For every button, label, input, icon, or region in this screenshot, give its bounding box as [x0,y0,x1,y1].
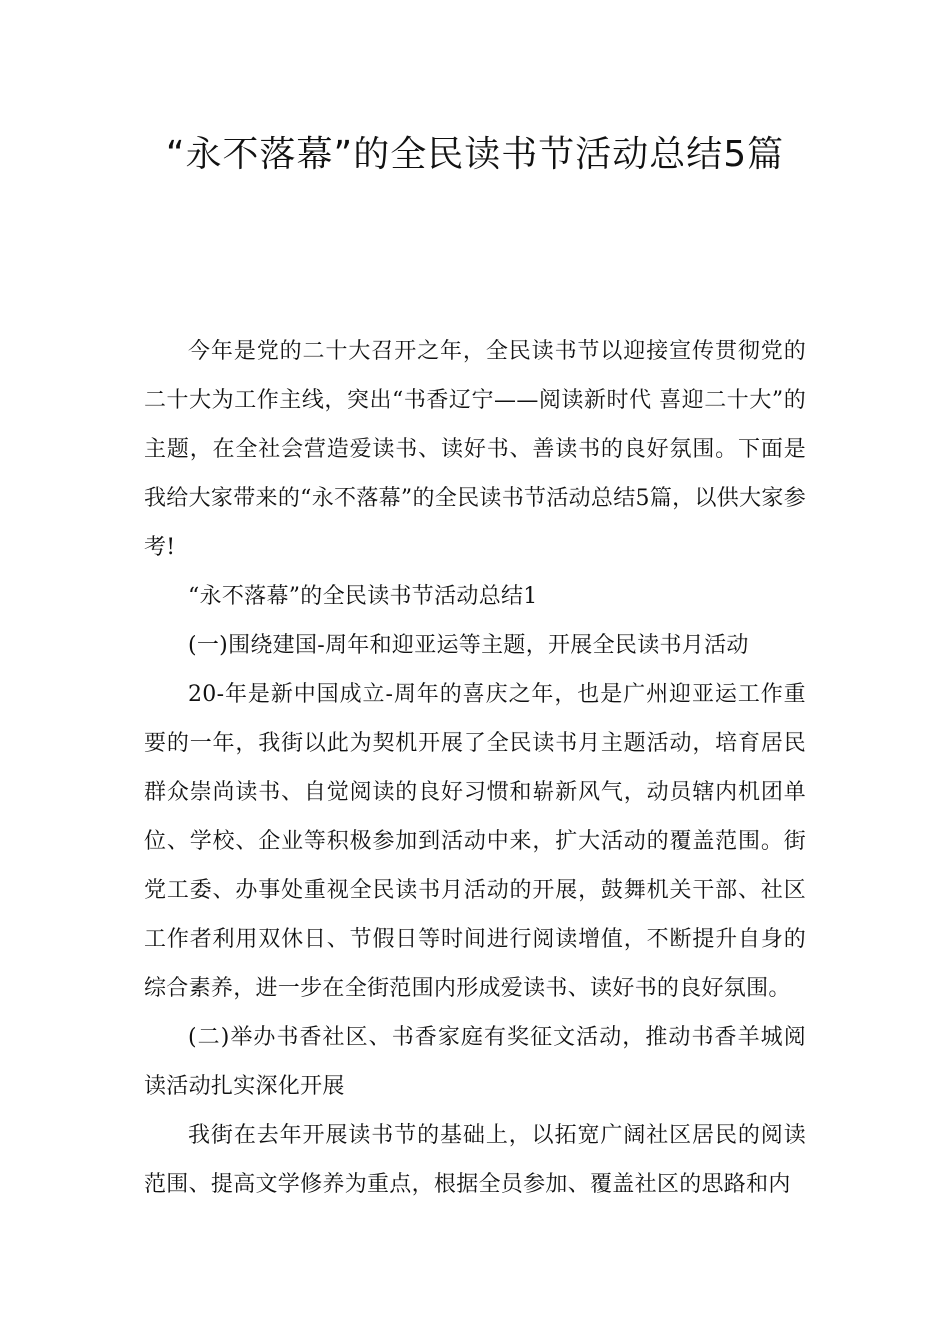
document-body [144,327,806,1209]
paragraph-reading-festival: 我街在去年开展读书节的基础上，以拓宽广阔社区居民的阅读范围、提高文学修养为重点，根据全员参加、覆盖社区的思路和内 [144,1123,806,1197]
intro-paragraph: 今年是党的二十大召开之年，全民读书节以迎接宣传贯彻党的二十大为工作主线，突出“书香辽宁——阅读新时代 喜迎二十大”的主题，在全社会营造爱读书、读好书、善读书的良好氛围。下面是我给大家带来的“永不落幕”的全民读书节活动总结5篇，以供大家参考! [144,339,806,560]
section-heading-summary-1: “永不落幕”的全民读书节活动总结1 [188,584,538,609]
subheading-one: (一)围绕建国-周年和迎亚运等主题，开展全民读书月活动 [188,633,749,658]
subheading-two: (二)举办书香社区、书香家庭有奖征文活动，推动书香羊城阅读活动扎实深化开展 [144,1025,806,1099]
paragraph-reading-month: 20-年是新中国成立-周年的喜庆之年，也是广州迎亚运工作重要的一年，我街以此为契机开展了全民读书月主题活动，培育居民群众崇尚读书、自觉阅读的良好习惯和崭新风气，动员辖内机团单位、学校、企业等积极参加到活动中来，扩大活动的覆盖范围。街党工委、办事处重视全民读书月活动的开展，鼓舞机关干部、社区工作者利用双休日、节假日等时间进行阅读增值，不断提升自身的综合素养，进一步在全街范围内形成爱读书、读好书的良好氛围。 [144,682,806,1001]
document-title: “永不落幕”的全民读书节活动总结5篇 [165,134,785,175]
